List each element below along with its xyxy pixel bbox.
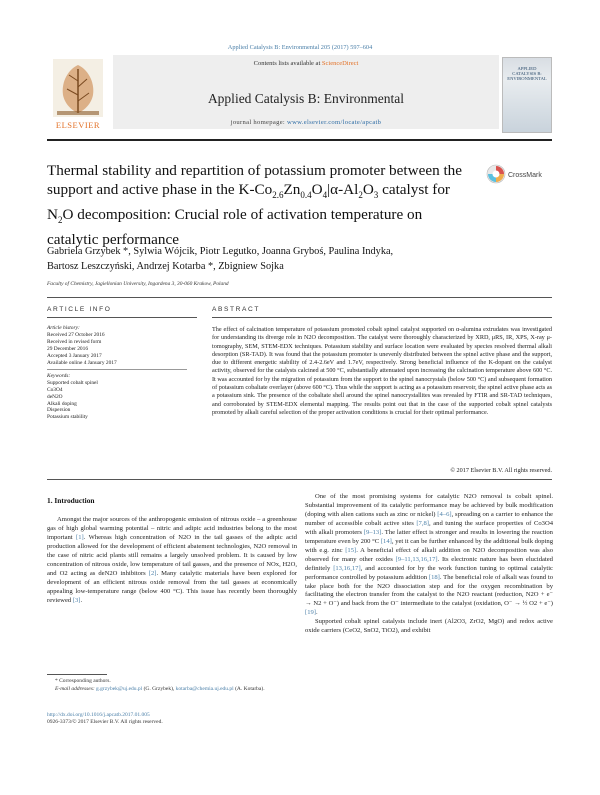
keyword-item: Dispersion [47,407,71,414]
author-list [47,244,517,274]
citation-link[interactable]: [2] [148,569,157,577]
history-label: Article history: [47,325,80,331]
keyword-item: Potassium stability [47,414,88,421]
authors-line-1[interactable]: Gabriela Grzybek *, Sylwia Wójcik, Piotr Legutko, Joanna Gryboś, Paulina Indyka, [47,246,394,257]
citation-link[interactable]: [7,8] [416,519,429,527]
abstract-rule [212,317,552,318]
affiliation: Faculty of Chemistry, Jagiellonian University, Ingardena 3, 30-060 Krakow, Poland [47,281,229,287]
contents-prefix: Contents lists available at [253,60,322,67]
citation-link[interactable]: [1] [76,533,84,541]
doi-block [47,712,163,727]
journal-header [47,55,552,135]
elsevier-wordmark: ELSEVIER [55,120,101,130]
journal-homepage [113,119,499,126]
email-line: E-mail addresses: g.grzybek@uj.edu.pl (G. Grzybek), kotarba@chemia.uj.edu.pl (A. Kotarba). [55,685,265,692]
keyword-item: deN2O [47,393,63,400]
info-divider [47,369,187,370]
journal-title: Applied Catalysis B: Environmental [207,91,405,106]
citation-link[interactable]: [9–13] [363,528,382,536]
elsevier-logo [47,55,109,135]
citation-link[interactable]: [18] [428,573,440,581]
article-info-heading: ARTICLE INFO [47,306,112,313]
contents-line [113,60,499,67]
intro-paragraph: Supported cobalt spinel catalysts include inert (Al2O3, ZrO2, MgO) and redox active oxide carriers (CeO2, SnO2, TiO2), and exhibit [305,618,553,635]
article-title: Thermal stability and repartition of potassium promoter between the support and active phase in the $K-Co_{2.6}Zn_{0.4}O_4|\alpha-Al_2O_3$ catalyst for $N_2O$ decomposition: Crucial role of activation temperature on catalytic performance [47,162,463,249]
citation-link[interactable]: [9–11,13,16,17] [395,555,438,563]
sciencedirect-link[interactable]: ScienceDirect [321,60,359,67]
keyword-item: Co3O4 [47,386,63,393]
keyword-item: Alkali doping [47,400,77,407]
history-item: Available online 4 January 2017 [47,359,117,366]
article-info [47,325,197,421]
abstract-heading: ABSTRACT [212,306,260,313]
intro-left-column [47,516,297,606]
authors-line-2[interactable]: Bartosz Leszczyński, Andrzej Kotarba *, Zbigniew Sojka [47,261,284,272]
email-link[interactable]: g.grzybek@uj.edu.pl [96,685,143,692]
citation-link[interactable]: [15] [345,546,357,554]
citation-link[interactable]: [19] [305,609,316,617]
issn-line: 0926-3373/© 2017 Elsevier B.V. All rights reserved. [47,719,163,726]
citation-link[interactable]: [13,16,17] [333,564,361,572]
homepage-prefix: journal homepage: [230,119,288,126]
intro-paragraph: One of the most promising systems for catalytic N2O removal is cobalt spinel. Substantial improvement of its catalytic performance may be achieved by bulk modification (doping with alien cations such as zinc or nickel) [4–6], spreading on a carrier to enhance the number of accessible cobalt active sites [7,8], and tuning the surface properties of Co3O4 with alkali promoters [9–13]. The latter effect is stronger and results in lowering the reaction temperature even by 200 °C [14], yet it can be further enhanced by the additional bulk doping with e.g. zinc [15]. A beneficial effect of alkali addition on N2O decomposition was also observed for many other oxides [9–11,13,16,17]. Its electronic nature has been elucidated definitely [13,16,17], and accounted for by the work function tuning to optimal catalytic performance controlled by potassium addition [18]. The beneficial role of alkali was found to take place both for the N2O dissociation step and for the oxygen recombination by facilitating the electron transfer from the catalyst to the N2O reactant (reduction, N2O + e⁻ → N2 + O⁻) and back from the O⁻ intermediate to the catalyst (oxidation, O⁻ → ½ O2 + e⁻) [19]. [305,493,554,617]
affiliation-rule [47,297,552,298]
crossmark-label: CrossMark [508,172,542,179]
article-info-rule [47,317,197,318]
citation-link[interactable]: [4–6] [437,510,452,518]
journal-citation[interactable]: Applied Catalysis B: Environmental 205 (2017) 597–604 [227,44,373,51]
history-item: 29 December 2016 [47,345,89,352]
abstract-copyright: © 2017 Elsevier B.V. All rights reserved. [450,467,552,474]
doi-link[interactable]: http://dx.doi.org/10.1016/j.apcatb.2017.01.005 [47,712,150,718]
citation-link[interactable]: [3] [72,596,81,604]
citation-link[interactable]: [14] [380,537,392,545]
history-item: Received 27 October 2016 [47,331,105,338]
footnote-rule [47,674,107,675]
crossmark-badge[interactable] [486,163,550,185]
email-link[interactable]: kotarba@chemia.uj.edu.pl [175,685,234,692]
footnote [47,678,297,693]
history-item: Accepted 3 January 2017 [47,352,102,359]
abstract-bottom-rule [47,479,552,480]
intro-right-column [305,493,553,636]
history-item: Received in revised form [47,338,102,345]
abstract-text: The effect of calcination temperature of potassium promoted cobalt spinel catalyst supported on α-alumina extrudates was investigated for understanding its diverge role in N2O decomposition. The catalyst were thoroughly characterized by XRD, μRS, IR, XPS, X-ray μ-tomography, SEM, STEM-EDX techniques. Potassium stability and surface location were evaluated by species resolved thermal alkali desorption (SR-TAD). It was found that the potassium promoter is unevenly distributed between the spinel active phase and the support, due to different energetic stability of 2.4-2.6eV and 1.7eV, respectively. Strong beneficial influence of the K-dopant on the catalyst activity, observed for the catalysts calcined at 500 °C, substantially attenuated upon increasing the calcination temperature above 600 °C. It was accounted for by the migration of potassium from the support to the spinel nanocrystals (below 500 °C) and subsequent formation of potassium cobaltate overlayer (above 600 °C). Thus while the support is acting as a potassium reservoir, the spinel active phase acts as a potassium sink. The presence of the cobaltate shell around the spinel nanocrystallites was revealed by FTIR and SR-TAD techniques, and corroborated by STEM-EDX elemental mapping. The results point out that in the case of the supported cobalt spinel catalysts promoted by alkali careful selection of the proper activation conditions is crucial for their optimal performance. [212,326,552,416]
header-band [113,55,499,129]
intro-heading: 1. Introduction [47,496,95,505]
journal-cover [502,57,552,133]
keyword-item: Supported cobalt spinel [47,379,98,386]
header-rule [47,139,552,141]
intro-paragraph: Amongst the major sources of the anthropogenic emission of nitrous oxide – a greenhouse gas of high global warming potential – nitric and adipic acid industries belong to the most important [1]. Whereas high concentration of N2O in the tail gasses of the adipic acid production allowed for the development of efficient abatement technologies, N2O removal in the case of nitric acid plants still remains a largely unsolved problem. It is caused by low concentration of nitrous oxide, low temperature of tail gasses, and the presence of NOx, H2O, and O2 acting as deN2O inhibitors [2]. Many catalytic materials have been explored for development of an efficient nitrous oxide removal from the tail gasses at economically appealing low-temperature range (below 400 °C). This issue has recently been thoroughly reviewed [3]. [47,516,297,604]
cover-title: APPLIED CATALYSIS B: ENVIRONMENTAL [507,66,547,81]
keywords-label: Keywords: [47,372,71,379]
corresponding-note: * Corresponding authors. [55,678,111,684]
homepage-link[interactable]: www.elsevier.com/locate/apcatb [287,119,382,126]
